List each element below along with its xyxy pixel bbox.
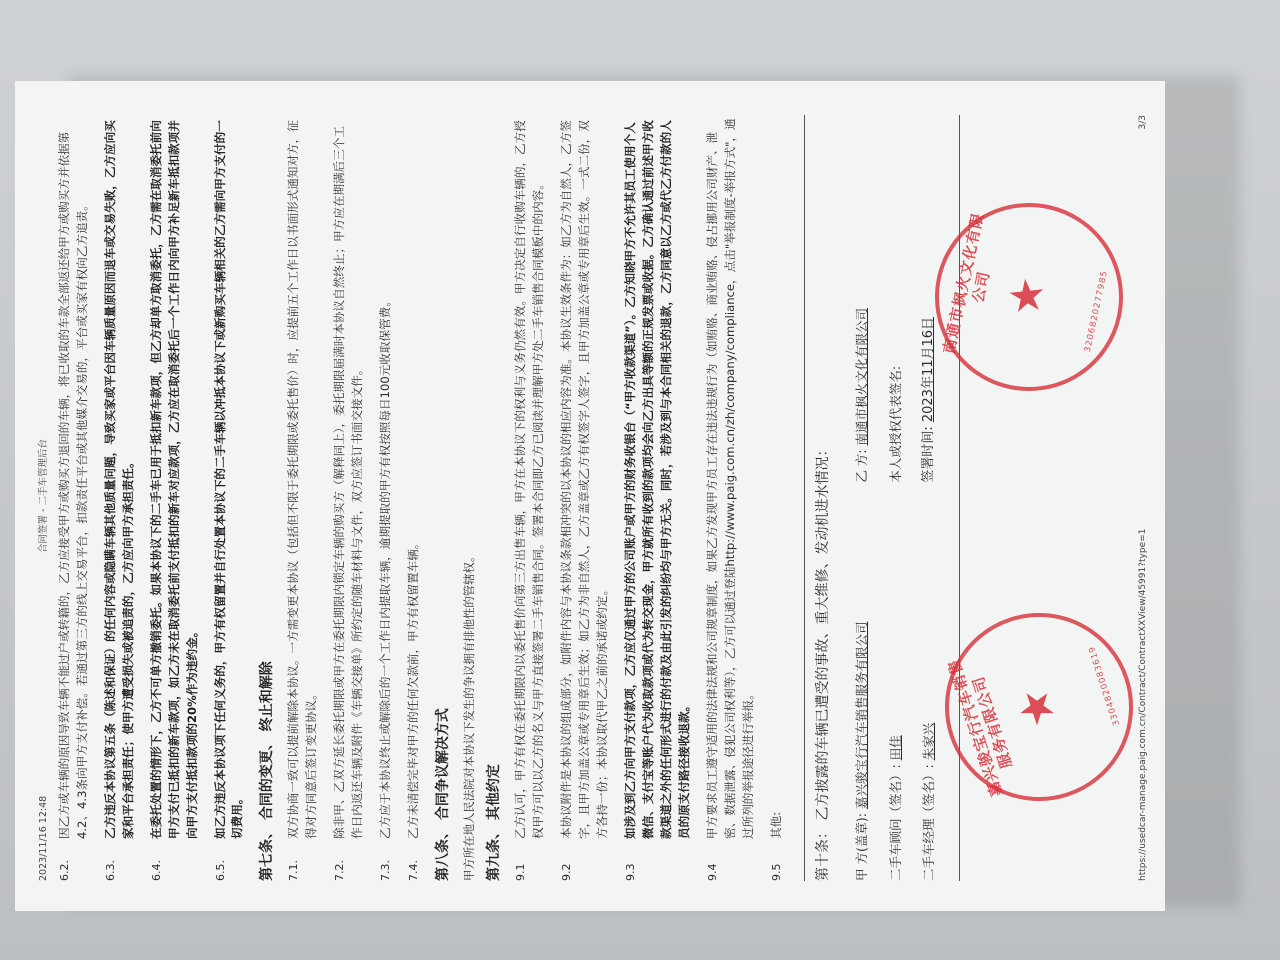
- clause-text: 因乙方或车辆的原因导致车辆不能过户或转籍的，乙方应接受甲方或购买方退回的车辆，将已收取的车款全部返还给甲方或购买方并依据第4.2、4.3条向甲方支付补偿。若通过第三方的线上交易平台，扣款责任平台或其他媒介交易的，平台或买家有权向乙方追责。: [56, 131, 89, 839]
- clause-number: 7.2.: [333, 860, 347, 881]
- clause-text: 如涉及到乙方向甲方支付款项，乙方应仅通过甲方的公司账户或甲方的财务收银台（“甲方收款渠道”）。乙方知晓甲方不允许其员工使用个人微信、支付宝等账户代为收取款项或代为转交现金，甲方就所有收到的款项均会向乙方出具等额的正规发票或收据。乙方确认通过前述甲方收款渠道之外的任何形式进行的付款及由此引发的纠纷均与甲方无关。同时，若涉及到与本合同相关的退款，乙方同意以乙方或代乙方付款的人员的原支付路径接收退款。: [622, 120, 691, 839]
- clause-number: 7.3.: [379, 860, 392, 881]
- clause-number: 6.3.: [103, 860, 117, 881]
- party-a-value: 嘉兴骏宝行汽车销售服务有限公司: [854, 621, 870, 810]
- clause-text: 如乙方违反本协议项下任何义务的，甲方有权留置并自行处置本协议下的二手车辆以冲抵本协议下或新购买车辆相关的乙方需向甲方支付的一切费用。: [212, 120, 245, 839]
- clause-text: 甲方要求员工遵守适用的法律法规和公司规章制度，如果乙方发现甲方员工存在违法违规行为（如贿赂、商业贿赂、侵占挪用公司财产、泄密、数据泄露、侵犯公司权利等），乙方可以通过登陆http://www.paig.com.cn/zh/company/compliance，点击"举报制度-举报方式"，通过所列的举报途径进行举报。: [704, 118, 755, 839]
- clause-text: 双方协商一致可以提前解除本协议。一方需变更本协议（包括但不限于委托期限或委托售价）时，应提前五个工作日以书面形式通知对方，征得对方同意后签订变更协议。: [286, 120, 319, 839]
- manager-value: 朱家兴: [921, 722, 937, 761]
- clause-7-3: [377, 115, 395, 881]
- clause-6-3: [102, 115, 138, 881]
- section-10: [804, 115, 961, 881]
- contract-page: [15, 81, 1165, 911]
- party-b-value: 南通市枫火文化有限公司: [854, 307, 870, 446]
- clause-7-2: [331, 115, 367, 881]
- clause-9-3: [622, 115, 694, 881]
- signdate-label: 签署时间:: [921, 426, 937, 483]
- clause-text: 乙方违反本协议第五条（陈述和保证）的任何内容或隐瞒车辆其他质量问题，导致买家或平台因车辆质量原因而退车或交易失败，乙方应向买家和平台承担责任；使甲方遭受损失或被追责的，乙方应向甲方承担责任。: [102, 120, 135, 839]
- section-10-title: 第十条： 乙方披露的车辆已遭受的事故、重大维修、发动机进水情况：: [814, 442, 831, 881]
- party-b-line: [852, 115, 871, 483]
- clause-text: 本协议附件是本协议的组成部分，如附件内容与本协议条款相冲突的以本协议的相应内容为准。本协议生效条件为：如乙方为自然人，乙方签字，且甲方加盖公章或专用章后生效；如乙方为非自然人，乙方盖章或乙方有权签字人签字，且甲方加盖公章或专用章后生效。一式二份，双方各持一份；本协议取代甲乙之前的承诺或约定。: [558, 120, 609, 839]
- star-icon: ★: [1006, 681, 1067, 735]
- section-8-title: 第八条、 合同争议解决方式: [434, 708, 451, 881]
- authorized-label: 本人或授权代表签名:: [887, 365, 903, 483]
- party-b-seal-text: 南通市枫火文化有限公司: [939, 210, 994, 356]
- clause-number: 7.4.: [406, 860, 420, 881]
- clause-6-5: [212, 115, 248, 881]
- clause-9-5: [768, 115, 786, 881]
- clause-6-4: [148, 115, 202, 881]
- section-7-title: 第七条、 合同的变更、 终止和解除: [259, 661, 276, 881]
- clause-number: 9.5: [769, 863, 783, 881]
- party-b-seal-code: 3206820277985: [1082, 269, 1110, 354]
- print-title: 合同签署 - 二手车管理后台: [38, 439, 49, 553]
- signature-block: [852, 115, 953, 881]
- page-header: [37, 115, 52, 881]
- clause-text: 乙方未清偿完毕对甲方的任何欠款前，甲方有权留置车辆。: [405, 537, 420, 839]
- authorized-line: [886, 115, 905, 483]
- clause-text: 乙方认可，甲方有权在委托期限内以委托售价向第三方出售车辆，甲方在本协议下的权利与义务仍然有效。甲方决定自行收购车辆的，乙方授权甲方可以以乙方的名义与甲方直接签署二手车销售合同。签署本合同即乙方已阅读并理解甲方处二手车销售合同模板中的内容。: [512, 120, 545, 839]
- print-datetime: 2023/11/16 12:48: [38, 795, 49, 881]
- clause-number: 9.1: [513, 863, 527, 881]
- clause-number: 6.5.: [213, 860, 227, 881]
- clause-text: 在委托处置的情形下，乙方不可单方撤销委托。如果本协议下的二手车已用于抵扣新车款项，但乙方却单方取消委托，乙方需在取消委托前向甲方支付已抵扣的新车款项，如乙方未在取消委托前支付抵扣的新车对应款项，乙方应在取消委托后一个工作日内向甲方补足新车抵扣款项并向甲方支付抵扣款项的20%作为违约金。: [148, 120, 199, 839]
- clause-7-1: [285, 115, 321, 881]
- clause-9-1: [512, 115, 548, 881]
- footer-url: https://usedcar-manage.paig.com.cn/Contract/ContractXXView/45991?type=1: [1138, 528, 1149, 881]
- section-9-title: 第九条、 其他约定: [486, 764, 503, 881]
- page-number: 3/3: [1138, 115, 1149, 130]
- page-footer: [1137, 115, 1151, 881]
- clause-9-2: [558, 115, 612, 881]
- consultant-value: 田佳: [887, 735, 903, 761]
- clause-text: 乙方应于本协议终止或解除后的一个工作日内提取车辆，逾期提取的甲方有权按照每日100元收取保管费。: [378, 295, 392, 839]
- clause-9-4: [704, 115, 758, 881]
- signdate-value: 2023年11月16日: [921, 316, 937, 423]
- party-a-seal-code: 3304820083619: [1086, 644, 1123, 727]
- star-icon: ★: [997, 271, 1056, 322]
- clause-text: 其他:: [768, 811, 783, 839]
- clause-number: 9.4: [705, 863, 719, 881]
- party-a-column: [852, 513, 953, 881]
- section-8-text: 甲方所在地人民法院对本协议下发生的争议拥有排他性的管辖权。: [461, 550, 476, 881]
- party-a-line: [852, 513, 871, 881]
- manager-line: [919, 513, 938, 881]
- party-a-label: 甲 方(盖章):: [854, 813, 870, 881]
- clause-number: 6.4.: [149, 860, 163, 881]
- clause-text: 除非甲、乙双方延长委托期限或甲方在委托期限内锁定车辆的购买方（解释同上），委托期限届满时本协议自然终止；甲方应在期满后三个工作日内返还车辆及附件《车辆交接单》所约定的随车材料与文件，双方应签订书面交接文件。: [332, 125, 365, 839]
- clause-6-2: [56, 115, 92, 881]
- consultant-label: 二手车顾问（签名）:: [887, 764, 903, 881]
- party-b-label: 乙 方:: [854, 449, 870, 483]
- clause-7-4: [405, 115, 423, 881]
- clause-number: 9.2: [559, 863, 573, 881]
- party-a-seal-text: 嘉兴骏宝行汽车销售服务有限公司: [944, 656, 1016, 799]
- clause-number: 9.3: [623, 863, 637, 881]
- clause-number: 6.2.: [57, 860, 71, 881]
- consultant-line: [886, 513, 905, 881]
- manager-label: 二手车经理（签名）:: [921, 764, 937, 881]
- clause-number: 7.1.: [287, 860, 301, 881]
